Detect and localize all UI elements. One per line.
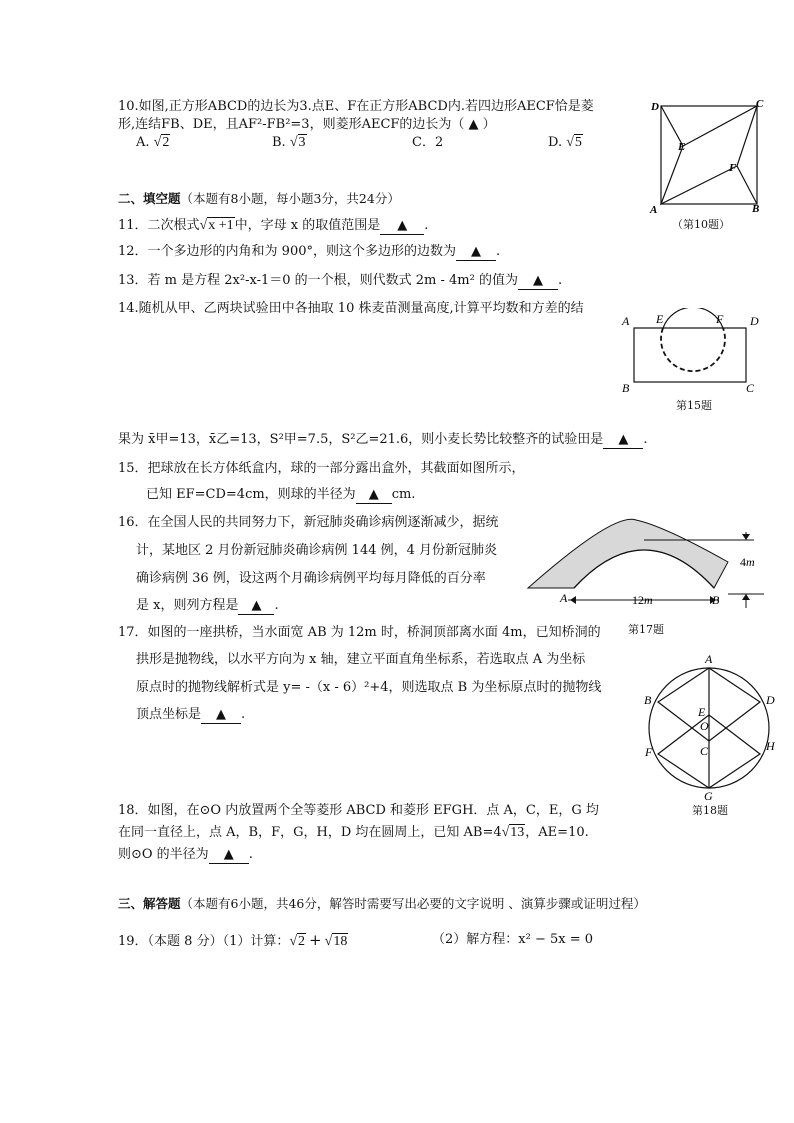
q16-line2: 计，某地区 2 月份新冠肺炎确诊病例 144 例，4 月份新冠肺炎 [136,543,498,558]
q10-option-c[interactable]: C．2 [412,135,444,150]
figure-10 [648,96,768,236]
q15-line2: 已知 EF=CD=4cm，则球的半径为 ▲ cm. [146,487,416,502]
svg-text:A: A [705,652,713,666]
svg-text:F: F [716,312,724,326]
svg-text:E: E [678,141,686,153]
q11: 11．二次根式√x +1中，字母 x 的取值范围是 ▲ . [118,218,429,233]
svg-text:E: E [656,312,664,326]
svg-text:C: C [756,98,764,110]
q14-answer-blank[interactable]: ▲ [603,432,643,449]
q10-option-a[interactable]: A. √2 [136,135,170,150]
svg-text:A: A [622,314,630,328]
q14-line2: 果为 x̄甲=13，x̄乙=13，S²甲=7.5，S²乙=21.6，则小麦长势比较整齐的试验田是 ▲ . [118,432,648,447]
svg-text:B: B [644,693,652,707]
q18-answer-blank[interactable]: ▲ [209,847,249,864]
q17-line4: 顶点坐标是 ▲ . [136,707,246,722]
q13: 13．若 m 是方程 2x²-x-1＝0 的一个根，则代数式 2m - 4m² 的值为 ▲ . [118,273,563,288]
q12-answer-blank[interactable]: ▲ [456,244,496,261]
q19-part2: （2）解方程：x² − 5x = 0 [432,932,594,947]
figure-10-caption: （第10题） [672,218,730,231]
svg-text:A: A [560,591,568,605]
figure-18-caption: 第18题 [692,804,728,817]
q16-line1: 16．在全国人民的共同努力下，新冠肺炎确诊病例逐渐减少，据统 [118,515,499,530]
q18-line3: 则⊙O 的半径为 ▲ . [118,847,253,862]
svg-text:F: F [729,162,737,174]
q18-line1: 18．如图，在⊙O 内放置两个全等菱形 ABCD 和菱形 EFGH．点 A，C，E，G 均 [118,803,599,818]
svg-text:B: B [752,203,760,215]
q12: 12．一个多边形的内角和为 900°，则这个多边形的边数为 ▲ . [118,244,501,259]
q18-line2: 在同一直径上，点 A，B，F，G，H，D 均在圆周上，已知 AB=4√13，AE=10. [118,825,589,840]
svg-text:B: B [712,593,720,607]
svg-text:F: F [645,745,653,759]
svg-text:G: G [704,789,713,800]
q17-line3: 原点时的抛物线解析式是 y= -（x - 6）²+4，则选取点 B 为坐标原点时的抛物线 [136,680,602,695]
svg-text:B: B [622,381,630,395]
section2-heading: 二、填空题（本题有8小题，每小题3分，共24分） [118,191,400,206]
q10-line1: 10.如图,正方形ABCD的边长为3.点E、F在正方形ABCD内.若四边形AECF恰是菱 [118,99,594,114]
q11-answer-blank[interactable]: ▲ [380,218,424,235]
svg-text:D: D [651,101,659,113]
svg-text:C: C [746,381,755,395]
q10-option-d[interactable]: D. √5 [548,135,582,150]
q15-answer-blank[interactable]: ▲ [356,487,392,504]
figure-17-caption: 第17题 [628,623,664,636]
q10-option-b[interactable]: B. √3 [272,135,306,150]
q16-answer-blank[interactable]: ▲ [238,598,274,615]
figure-17 [524,512,774,612]
q15-line1: 15．把球放在长方体纸盒内，球的一部分露出盒外，其截面如图所示， [118,461,525,476]
svg-text:D: D [750,314,759,328]
q16-line4: 是 x，则列方程是 ▲ . [136,598,279,613]
svg-text:O: O [700,719,709,733]
svg-text:C: C [700,744,709,758]
svg-text:H: H [766,739,775,753]
section3-heading: 三、解答题（本题有6小题，共46分，解答时需要写出必要的文字说明 、演算步骤或证明过程） [118,896,646,911]
q17-line1: 17．如图的一座拱桥，当水面宽 AB 为 12m 时，桥洞顶部离水面 4m，已知桥洞的 [118,625,601,640]
q16-line3: 确诊病例 36 例，设这两个月确诊病例平均每月降低的百分率 [136,571,486,586]
svg-text:12m: 12m [632,593,653,607]
q17-answer-blank[interactable]: ▲ [201,707,241,724]
q14-line1: 14.随机从甲、乙两块试验田中各抽取 10 株麦苗测量高度,计算平均数和方差的结 [118,301,584,316]
q19-part1: 19．（本题 8 分）（1）计算：√2 + √18 [118,931,348,949]
q17-line2: 拱形是抛物线，以水平方向为 x 轴，建立平面直角坐标系，若选取点 A 为坐标 [136,652,586,667]
q10-line2: 形,连结FB、DE，且AF²-FB²=3，则菱形AECF的边长为（ ▲ ） [118,117,496,132]
svg-text:D: D [766,693,775,707]
svg-text:A: A [650,204,658,216]
svg-text:4m: 4m [740,555,755,569]
svg-text:E: E [698,705,706,719]
figure-15 [618,308,768,398]
figure-15-caption: 第15题 [676,399,712,412]
figure-18 [638,648,784,800]
q13-answer-blank[interactable]: ▲ [518,273,558,290]
